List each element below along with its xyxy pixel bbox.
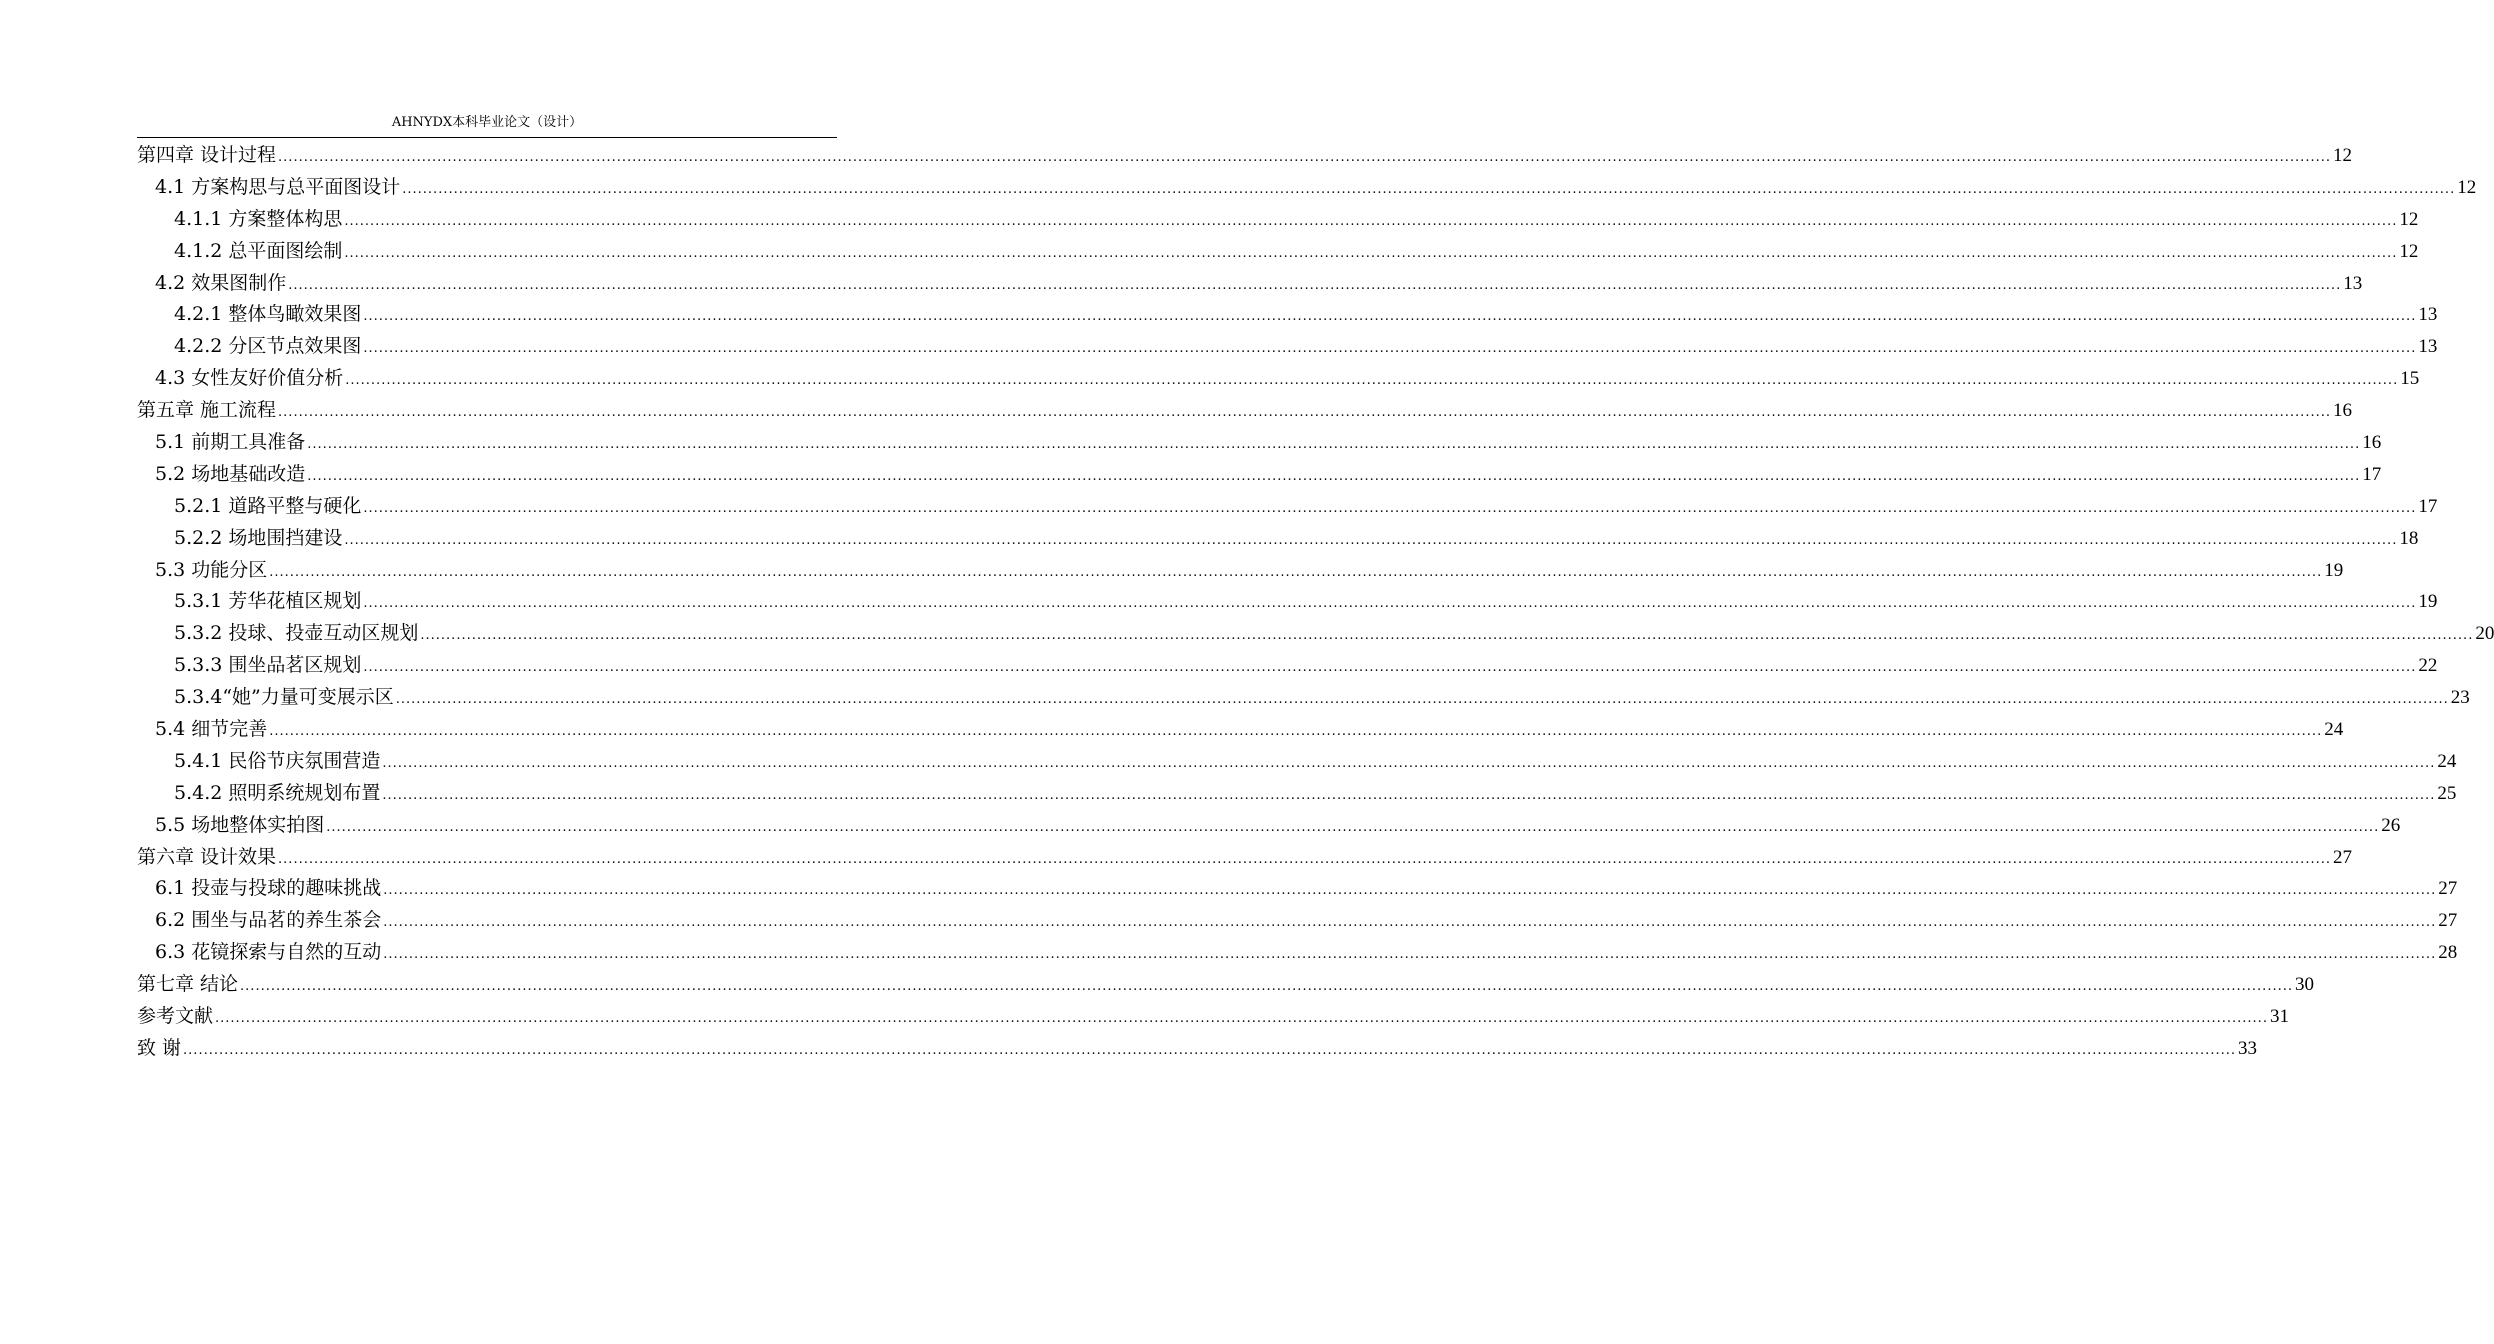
toc-entry[interactable] — [137, 331, 2438, 363]
toc-entry-page-number: 28 — [2438, 942, 2458, 964]
toc-entry-page-number: 16 — [2332, 400, 2352, 422]
toc-entry[interactable] — [137, 650, 2438, 682]
toc-entry[interactable] — [137, 299, 2438, 331]
toc-entry-label: 5.1 前期工具准备 — [155, 431, 306, 454]
toc-dot-leader: ................................................................................................................................................................................................................................................................................................................................................................................................................ — [344, 532, 2398, 548]
toc-dot-leader: ................................................................................................................................................................................................................................................................................................................................................................................................................ — [363, 500, 2417, 516]
toc-entry-label: 5.2.2 场地围挡建设 — [174, 526, 343, 549]
toc-entry-page-number: 24 — [2437, 750, 2457, 772]
toc-entry-page-number: 27 — [2438, 910, 2458, 932]
toc-dot-leader: ................................................................................................................................................................................................................................................................................................................................................................................................................ — [269, 564, 2323, 580]
toc-entry[interactable] — [137, 236, 2419, 268]
toc-dot-leader: ................................................................................................................................................................................................................................................................................................................................................................................................................ — [382, 787, 2436, 803]
toc-entry-page-number: 12 — [2399, 240, 2419, 262]
toc-entry-label: 参考文献 — [137, 1005, 214, 1028]
toc-entry[interactable] — [137, 1033, 2257, 1065]
toc-entry-label: 第六章 设计效果 — [137, 845, 277, 868]
toc-entry-page-number: 16 — [2362, 432, 2382, 454]
toc-entry-page-number: 22 — [2418, 655, 2438, 677]
toc-entry[interactable] — [137, 746, 2457, 778]
toc-entry[interactable] — [137, 937, 2458, 969]
toc-entry-label: 6.2 围坐与品茗的养生茶会 — [155, 909, 382, 932]
header-title: AHNYDX本科毕业论文（设计） — [391, 115, 583, 130]
toc-entry[interactable] — [137, 842, 2352, 874]
toc-entry[interactable] — [137, 140, 2352, 172]
toc-dot-leader: ................................................................................................................................................................................................................................................................................................................................................................................................................ — [278, 405, 2331, 421]
toc-entry[interactable] — [137, 905, 2458, 937]
toc-entry-label: 5.2.1 道路平整与硬化 — [174, 494, 362, 517]
page-header — [137, 114, 837, 138]
toc-dot-leader: ................................................................................................................................................................................................................................................................................................................................................................................................................ — [278, 150, 2331, 165]
toc-entry-label: 第五章 施工流程 — [137, 399, 277, 422]
toc-entry-page-number: 13 — [2418, 336, 2438, 358]
toc-entry[interactable] — [137, 618, 2494, 650]
toc-dot-leader: ................................................................................................................................................................................................................................................................................................................................................................................................................ — [278, 851, 2331, 867]
toc-entry-page-number: 25 — [2437, 782, 2457, 804]
toc-entry-page-number: 19 — [2324, 559, 2344, 581]
toc-entry-label: 第七章 结论 — [137, 973, 239, 996]
toc-entry-label: 5.3.2 投球、投壶互动区规划 — [174, 622, 419, 645]
toc-entry-page-number: 20 — [2475, 623, 2494, 645]
toc-entry-label: 4.1.2 总平面图绘制 — [174, 239, 343, 262]
toc-entry[interactable] — [137, 714, 2344, 746]
toc-entry-page-number: 13 — [2343, 272, 2363, 294]
toc-entry[interactable] — [137, 459, 2382, 491]
toc-entry-page-number: 26 — [2381, 814, 2401, 836]
toc-entry-page-number: 12 — [2399, 208, 2419, 230]
toc-entry[interactable] — [137, 427, 2382, 459]
toc-entry-label: 5.3 功能分区 — [155, 558, 268, 581]
toc-entry-page-number: 13 — [2418, 304, 2438, 326]
toc-dot-leader: ................................................................................................................................................................................................................................................................................................................................................................................................................ — [183, 1042, 2236, 1058]
toc-entry-label: 4.1.1 方案整体构思 — [174, 207, 343, 230]
toc-entry-page-number: 12 — [2332, 145, 2352, 166]
toc-dot-leader: ................................................................................................................................................................................................................................................................................................................................................................................................................ — [420, 628, 2474, 644]
toc-entry-label: 5.2 场地基础改造 — [155, 462, 306, 485]
toc-entry-label: 4.2.2 分区节点效果图 — [174, 335, 362, 358]
toc-entry[interactable] — [137, 395, 2352, 427]
toc-dot-leader: ................................................................................................................................................................................................................................................................................................................................................................................................................ — [215, 1011, 2268, 1027]
toc-dot-leader: ................................................................................................................................................................................................................................................................................................................................................................................................................ — [363, 309, 2417, 325]
toc-dot-leader: ................................................................................................................................................................................................................................................................................................................................................................................................................ — [383, 883, 2437, 899]
toc-dot-leader: ................................................................................................................................................................................................................................................................................................................................................................................................................ — [382, 755, 2436, 771]
toc-entry-page-number: 17 — [2418, 495, 2438, 517]
toc-dot-leader: ................................................................................................................................................................................................................................................................................................................................................................................................................ — [345, 373, 2399, 389]
toc-dot-leader: ................................................................................................................................................................................................................................................................................................................................................................................................................ — [326, 819, 2380, 835]
toc-dot-leader: ................................................................................................................................................................................................................................................................................................................................................................................................................ — [307, 437, 2361, 453]
toc-dot-leader: ................................................................................................................................................................................................................................................................................................................................................................................................................ — [363, 341, 2417, 357]
toc-dot-leader: ................................................................................................................................................................................................................................................................................................................................................................................................................ — [269, 724, 2323, 740]
toc-entry-page-number: 19 — [2418, 591, 2438, 613]
toc-entry-label: 4.2 效果图制作 — [155, 271, 287, 294]
toc-entry-label: 5.3.3 围坐品茗区规划 — [174, 654, 362, 677]
toc-dot-leader: ................................................................................................................................................................................................................................................................................................................................................................................................................ — [344, 245, 2398, 261]
toc-entry[interactable] — [137, 555, 2344, 587]
toc-entry-label: 5.5 场地整体实拍图 — [155, 813, 325, 836]
toc-entry-label: 致 谢 — [137, 1036, 182, 1059]
toc-entry[interactable] — [137, 873, 2458, 905]
toc-entry[interactable] — [137, 969, 2314, 1001]
toc-entry[interactable] — [137, 363, 2420, 395]
toc-dot-leader: ................................................................................................................................................................................................................................................................................................................................................................................................................ — [240, 979, 2293, 995]
toc-entry[interactable] — [137, 1001, 2289, 1033]
toc-entry[interactable] — [137, 204, 2419, 236]
toc-entry-page-number: 15 — [2400, 368, 2420, 390]
toc-entry-label: 6.1 投壶与投球的趣味挑战 — [155, 877, 382, 900]
toc-entry-label: 5.3.1 芳华花植区规划 — [174, 590, 362, 613]
toc-entry-label: 4.1 方案构思与总平面图设计 — [155, 175, 401, 198]
toc-entry-page-number: 33 — [2237, 1037, 2257, 1059]
toc-entry-label: 4.3 女性友好价值分析 — [155, 367, 344, 390]
toc-entry-page-number: 31 — [2269, 1006, 2289, 1028]
toc-entry-label: 第四章 设计过程 — [137, 144, 277, 166]
toc-entry-label: 5.3.4“她”力量可变展示区 — [174, 686, 394, 709]
toc-dot-leader: ................................................................................................................................................................................................................................................................................................................................................................................................................ — [395, 692, 2449, 708]
toc-entry-page-number: 18 — [2399, 527, 2419, 549]
toc-entry[interactable] — [137, 172, 2477, 204]
toc-entry-label: 5.4.2 照明系统规划布置 — [174, 781, 381, 804]
toc-entry-page-number: 30 — [2294, 974, 2314, 996]
toc-entry[interactable] — [137, 523, 2419, 555]
toc-entry-label: 4.2.1 整体鸟瞰效果图 — [174, 303, 362, 326]
toc-entry[interactable] — [137, 810, 2401, 842]
toc-entry[interactable] — [137, 268, 2363, 300]
toc-dot-leader: ................................................................................................................................................................................................................................................................................................................................................................................................................ — [363, 596, 2417, 612]
toc-dot-leader: ................................................................................................................................................................................................................................................................................................................................................................................................................ — [402, 181, 2456, 197]
toc-entry-page-number: 17 — [2362, 463, 2382, 485]
toc-entry[interactable] — [137, 778, 2457, 810]
toc-entry-page-number: 27 — [2332, 846, 2352, 868]
toc-entry-page-number: 12 — [2457, 176, 2477, 198]
toc-entry-label: 5.4.1 民俗节庆氛围营造 — [174, 749, 381, 772]
toc-dot-leader: ................................................................................................................................................................................................................................................................................................................................................................................................................ — [344, 213, 2398, 229]
table-of-contents — [137, 140, 2494, 1065]
toc-entry-page-number: 23 — [2450, 687, 2470, 709]
toc-entry-label: 5.4 细节完善 — [155, 718, 268, 741]
toc-entry[interactable] — [137, 682, 2470, 714]
toc-entry-label: 6.3 花镜探索与自然的互动 — [155, 941, 382, 964]
toc-entry[interactable] — [137, 491, 2438, 523]
toc-entry[interactable] — [137, 586, 2438, 618]
toc-dot-leader: ................................................................................................................................................................................................................................................................................................................................................................................................................ — [307, 468, 2361, 484]
toc-dot-leader: ................................................................................................................................................................................................................................................................................................................................................................................................................ — [288, 277, 2342, 293]
toc-entry-page-number: 27 — [2438, 878, 2458, 900]
toc-dot-leader: ................................................................................................................................................................................................................................................................................................................................................................................................................ — [383, 915, 2437, 931]
toc-dot-leader: ................................................................................................................................................................................................................................................................................................................................................................................................................ — [363, 660, 2417, 676]
toc-dot-leader: ................................................................................................................................................................................................................................................................................................................................................................................................................ — [383, 947, 2437, 963]
toc-entry-page-number: 24 — [2324, 719, 2344, 741]
